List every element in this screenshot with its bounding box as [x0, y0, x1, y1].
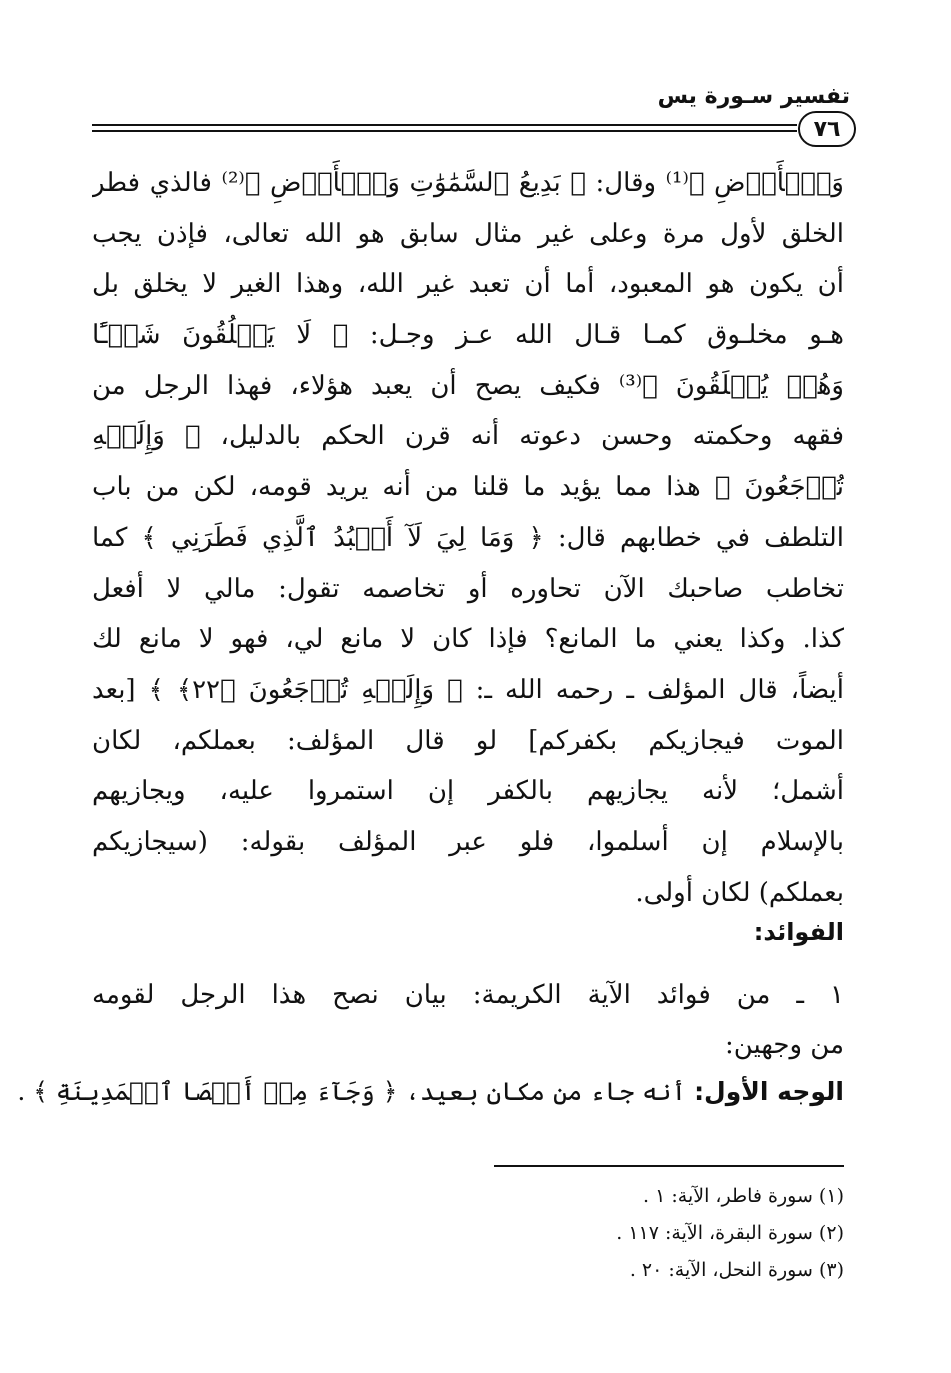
- body-line: فقهه وحكمته وحسن دعوته أنه قرن الحكم بالدليل، ﴿ وَإِلَيۡهِ: [92, 421, 844, 452]
- header-rule-second: [92, 130, 797, 132]
- footnote: (٢) سورة البقرة، الآية: ١١٧ .: [616, 1222, 844, 1244]
- face-one-line: [17, 1070, 844, 1114]
- body-line: أشمل؛ لأنه يجازيهم بالكفر إن استمروا عليه، ويجازيهم: [92, 776, 844, 807]
- body-line: الموت فيجازيكم بكفركم] لو قال المؤلف: بعملكم، لكان: [92, 725, 844, 756]
- benefit-paragraph: [92, 970, 844, 1070]
- page-number: ٧٦: [798, 111, 856, 147]
- body-line: بالإسلام إن أسلموا، فلو عبر المؤلف بقوله: (سيجازيكم: [92, 826, 844, 857]
- body-line: أن يكون هو المعبود، أما أن تعبد غير الله، وهذا الغير لا يخلق بل: [92, 269, 844, 300]
- body-line: تخاطب صاحبك الآن تحاوره أو تخاصمه تقول: مالي لا أفعل: [92, 573, 844, 604]
- benefit-line: ١ ـ من فوائد الآية الكريمة: بيان نصح هذا الرجل لقومه: [92, 980, 844, 1010]
- footnotes: [92, 1178, 844, 1289]
- running-title: تفسير سـورة يس: [657, 84, 850, 109]
- body-line: تُرۡجَعُونَ ﴾ هذا مما يؤيد ما قلنا من أنه يريد قومه، لكن من باب: [92, 472, 844, 503]
- body-line: التلطف في خطابهم قال: ﴿ وَمَا لِيَ لَآ أَعۡبُدُ ٱلَّذِي فَطَرَنِي ﴾ كما: [92, 522, 844, 553]
- footnote-separator: [494, 1165, 844, 1167]
- body-line: وَٱلۡأَرۡضِ ﴾⁽¹⁾ وقال: ﴿ بَدِيعُ ٱلسَّمَٰوَٰتِ وَٱلۡأَرۡضِ ﴾⁽²⁾ فالذي فطر: [92, 168, 844, 198]
- body-line: بعملكم) لكان أولى.: [635, 877, 844, 908]
- face-one-label: الوجه الأول:: [694, 1077, 844, 1106]
- face-one-text: أنه جاء من مكان بعيد، ﴿ وَجَآءَ مِنۡ أَقۡصَا ٱلۡمَدِينَةِ ﴾ .: [17, 1077, 687, 1106]
- body-line: كذا. وكذا يعني ما المانع؟ فإذا كان لا مانع لي، فهو لا مانع لك: [92, 624, 844, 655]
- body-line: الخلق لأول مرة وعلى غير مثال سابق هو الله تعالى، فإذن يجب: [92, 218, 844, 249]
- benefit-line: من وجهين:: [725, 1030, 844, 1060]
- header-rule: [92, 124, 797, 126]
- body-line: أيضاً، قال المؤلف ـ رحمه الله ـ: ﴿ وَإِلَيۡهِ تُرۡجَعُونَ ﴿٢٢﴾ ﴾ [بعد: [92, 674, 844, 705]
- body-line: هـو مخلـوق كمـا قـال الله عـز وجـل: ﴿ لَا يَخۡلُقُونَ شَيۡـًٔا: [92, 320, 844, 351]
- footnote: (١) سورة فاطر، الآية: ١ .: [643, 1185, 844, 1207]
- body-line: وَهُمۡ يُخۡلَقُونَ ﴾⁽³⁾ فكيف يصح أن يعبد هؤلاء، فهذا الرجل من: [92, 370, 844, 401]
- benefits-heading: الفوائد:: [753, 918, 844, 946]
- body-paragraph: [92, 158, 844, 918]
- footnote: (٣) سورة النحل، الآية: ٢٠ .: [629, 1259, 844, 1281]
